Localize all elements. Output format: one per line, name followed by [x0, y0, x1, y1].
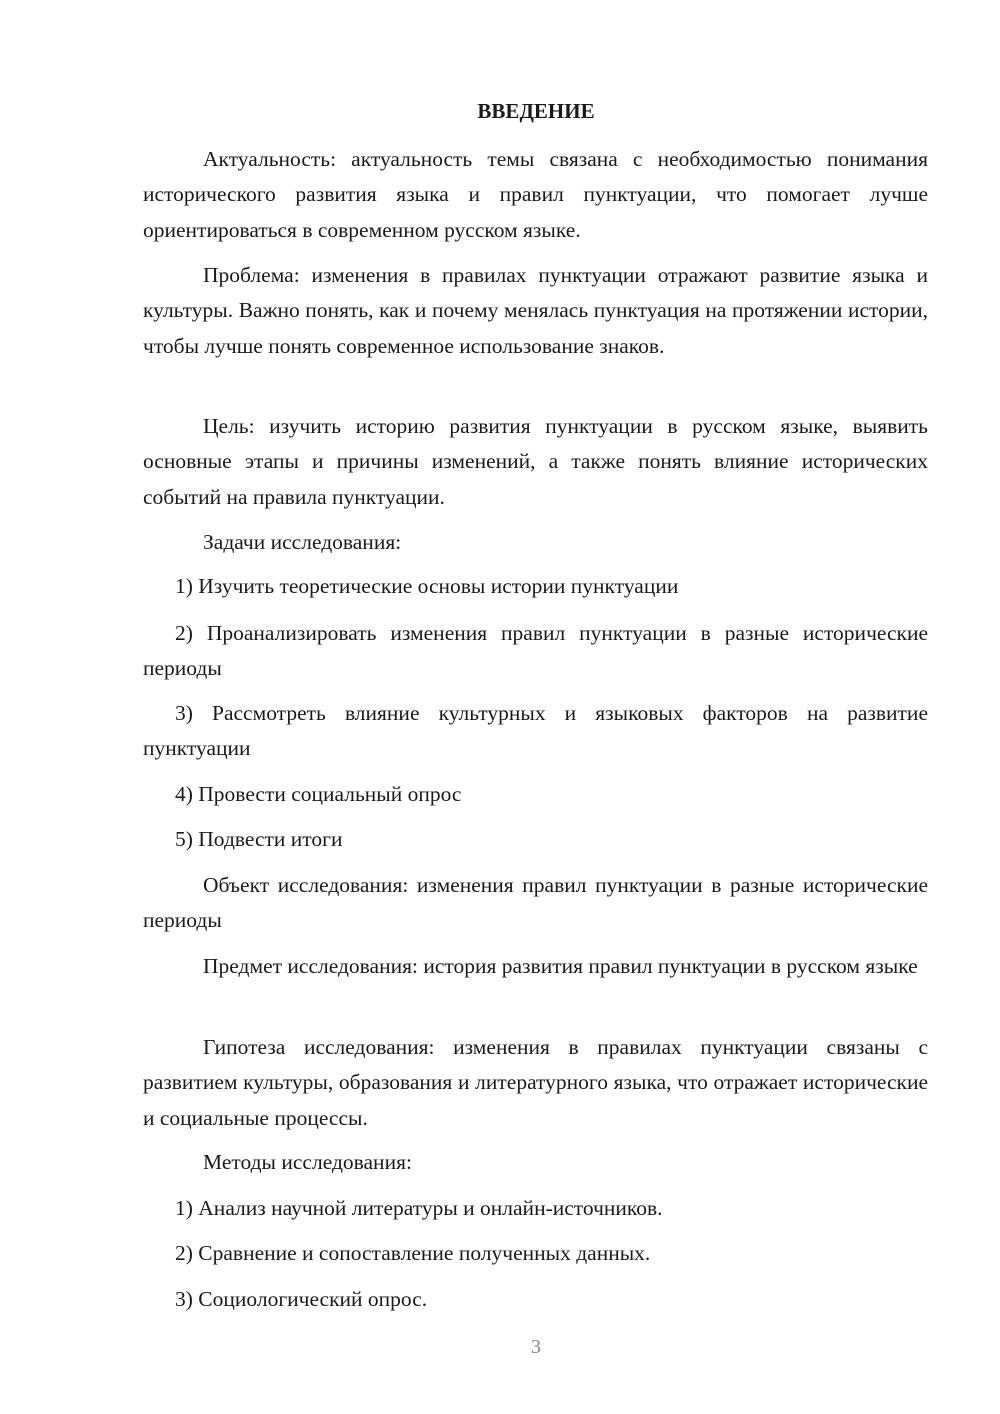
relevance-paragraph: Актуальность: актуальность темы связана с необходимостью понимания исторического развития языка и правил пунктуации, что помогает лучше ориентироваться в современном русском языке. — [143, 147, 928, 242]
task-item-1: 1) Изучить теоретические основы истории пунктуации — [175, 574, 679, 598]
hypothesis-paragraph: Гипотеза исследования: изменения в правилах пунктуации связаны с развитием культуры, образования и литературного языка, что отражает исторические и социальные процессы. — [143, 1035, 928, 1130]
method-item-1: 1) Анализ научной литературы и онлайн-источников. — [175, 1196, 663, 1220]
page-title: ВВЕДЕНИЕ — [477, 99, 595, 123]
method-item-3: 3) Социологический опрос. — [175, 1287, 428, 1311]
task-item-3: 3) Рассмотреть влияние культурных и языковых факторов на развитие пунктуации — [143, 701, 928, 761]
task-item-5: 5) Подвести итоги — [175, 827, 343, 851]
task-item-4: 4) Провести социальный опрос — [175, 782, 462, 806]
methods-heading: Методы исследования: — [203, 1150, 412, 1174]
method-item-2: 2) Сравнение и сопоставление полученных данных. — [175, 1241, 651, 1265]
subject-paragraph: Предмет исследования: история развития правил пунктуации в русском языке — [203, 954, 918, 978]
tasks-heading: Задачи исследования: — [203, 530, 402, 554]
task-item-2: 2) Проанализировать изменения правил пунктуации в разные исторические периоды — [143, 621, 928, 681]
object-paragraph: Объект исследования: изменения правил пунктуации в разные исторические периоды — [143, 873, 928, 933]
goal-paragraph: Цель: изучить историю развития пунктуации в русском языке, выявить основные этапы и причины изменений, а также понять влияние исторических событий на правила пунктуации. — [143, 414, 928, 509]
page-number: 3 — [531, 1336, 541, 1358]
problem-paragraph: Проблема: изменения в правилах пунктуации отражают развитие языка и культуры. Важно понять, как и почему менялась пунктуация на протяжении истории, чтобы лучше понять современное использование знаков. — [143, 263, 928, 358]
